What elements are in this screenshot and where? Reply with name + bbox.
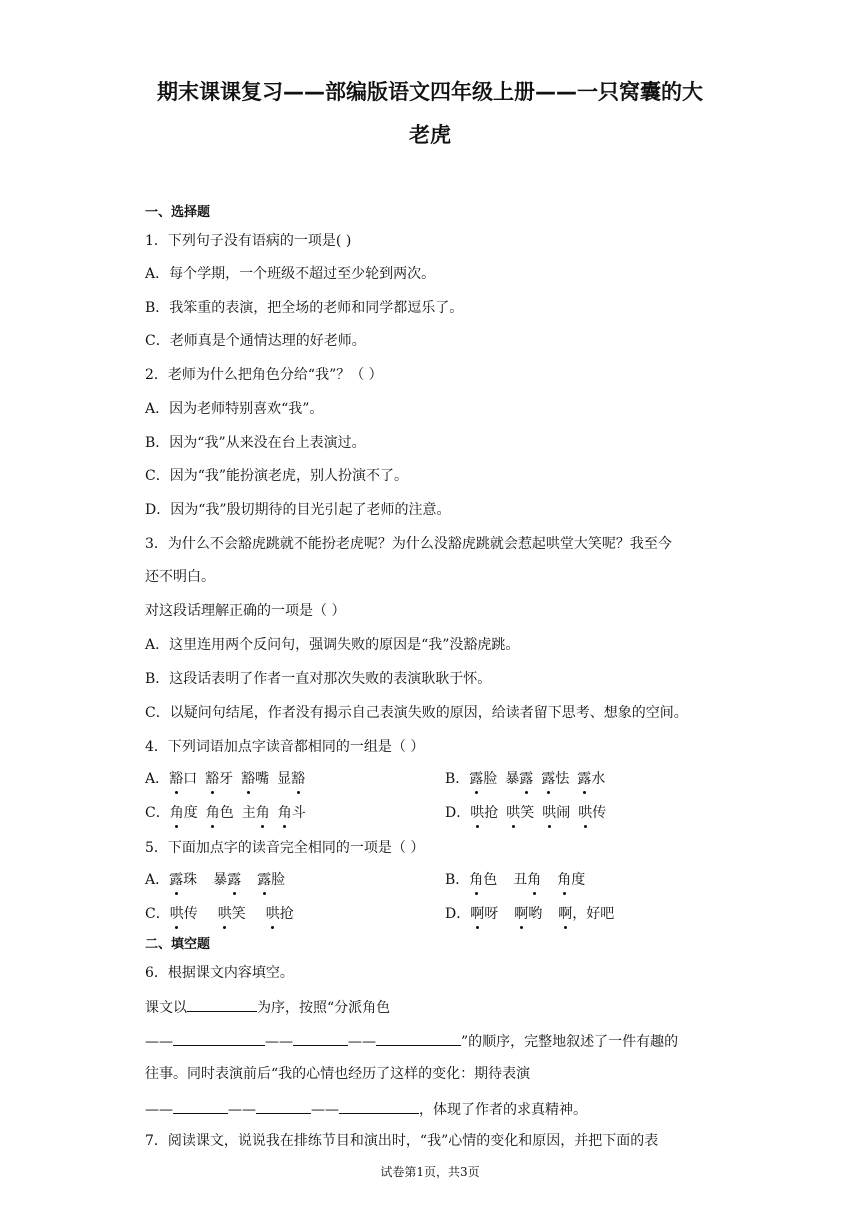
option-word [470,805,498,821]
option-word [242,805,270,821]
question-3-option-c: C．以疑问句结尾，作者没有揭示自己表演失败的原因，给读者留下思考、想象的空间。 [145,705,688,721]
option-word [241,771,269,787]
option-word [469,771,497,787]
word-part: 抢 [484,805,499,821]
option-word [513,872,541,888]
question-1-option-a: A．每个学期，一个班级不超过至少轮到两次。 [145,266,436,282]
word-part: 怯 [555,771,570,787]
word-part: 传 [183,906,198,922]
question-5-option-c [145,904,294,924]
question-2-option-a: A．因为老师特别喜欢“我”。 [145,401,324,417]
option-word [469,872,497,888]
option-word [277,771,305,787]
option-label: C． [145,906,170,922]
answer-blank[interactable] [173,1030,265,1046]
dash: —— [311,1102,339,1118]
word-part: 笑 [520,805,535,821]
option-word [505,771,533,787]
option-word [266,906,294,922]
word-part: 呀 [484,906,499,922]
word-part: 嘴 [255,771,270,787]
question-5-option-d [445,904,614,924]
word-part: 色 [219,805,234,821]
emphasis-char: 露 [577,771,592,787]
question-2-option-c: C．因为“我”能扮演老虎，别人扮演不了。 [145,468,409,484]
question-4-option-b [445,769,605,789]
page-title-line1: 期末课课复习——部编版语文四年级上册——一只窝囊的大 [157,80,703,104]
option-word [169,771,197,787]
question-6-stem: 6．根据课文内容填空。 [145,965,294,981]
question-6-line1 [145,996,390,1018]
option-word [558,906,614,922]
emphasis-char: 角 [255,805,270,821]
question-4-option-c [145,803,306,823]
answer-blank[interactable] [187,996,257,1012]
emphasis-char: 啊 [514,906,529,922]
question-6-text-order: 为序，按照“分派角色 [257,1000,391,1016]
word-part: 脸 [483,771,498,787]
option-word [578,805,606,821]
option-label: B． [445,771,470,787]
emphasis-char: 露 [227,872,242,888]
option-word [169,872,197,888]
question-5-option-b [445,870,585,890]
emphasis-char: 角 [527,872,542,888]
word-part: 丑 [513,872,528,888]
emphasis-char: 哄 [470,805,485,821]
option-label: A． [145,771,170,787]
option-word [218,906,246,922]
word-part: 显 [277,771,292,787]
word-part: 闹 [556,805,571,821]
emphasis-char: 啊 [558,906,573,922]
option-label: A． [145,872,170,888]
emphasis-char: 角 [169,805,184,821]
question-4-option-a [145,769,305,789]
emphasis-char: 露 [519,771,534,787]
option-word [206,805,234,821]
dash: —— [265,1034,293,1050]
emphasis-char: 角 [205,805,220,821]
option-word [278,805,306,821]
question-7-stem: 7．阅读课文，说说我在排练节目和演出时，“我”心情的变化和原因，并把下面的表 [145,1133,659,1149]
answer-blank[interactable] [376,1030,461,1046]
option-label: D． [445,805,471,821]
emphasis-char: 哄 [169,906,184,922]
word-part: 暴 [505,771,520,787]
emphasis-char: 角 [277,805,292,821]
dash: —— [145,1102,173,1118]
question-2-option-d: D．因为“我”殷切期待的目光引起了老师的注意。 [145,502,451,518]
emphasis-char: 豁 [291,771,306,787]
question-2-stem: 2．老师为什么把角色分给“我”？（ ） [145,367,383,383]
question-3-stem-line1: 3．为什么不会豁虎跳就不能扮老虎呢？为什么没豁虎跳就会惹起哄堂大笑呢？我至今 [145,536,672,552]
question-3-option-b: B．这段话表明了作者一直对那次失败的表演耿耿于怀。 [145,671,492,687]
question-1-option-c: C．老师真是个通情达理的好老师。 [145,333,366,349]
word-part: 主 [241,805,256,821]
page-title-line2: 老虎 [409,123,451,147]
emphasis-char: 哄 [506,805,521,821]
emphasis-char: 啊 [470,906,485,922]
answer-blank[interactable] [293,1030,348,1046]
emphasis-char: 豁 [241,771,256,787]
word-part: 度 [183,805,198,821]
emphasis-char: 露 [541,771,556,787]
emphasis-char: 哄 [217,906,232,922]
question-6-line4 [145,1098,587,1120]
question-6-text-lead: 课文以 [145,1000,187,1016]
word-part: ，好吧 [572,906,615,922]
question-6-line3: 往事。同时表演前后“我的心情也经历了这样的变化：期待表演 [145,1066,531,1082]
word-part: 水 [591,771,606,787]
word-part: 斗 [291,805,306,821]
word-part: 传 [592,805,607,821]
option-word [557,872,585,888]
word-part: 哟 [528,906,543,922]
option-word [170,805,198,821]
emphasis-char: 角 [469,872,484,888]
answer-blank[interactable] [256,1098,311,1114]
question-3-sub: 对这段话理解正确的一项是（ ） [145,603,346,619]
question-3-stem-line2: 还不明白。 [145,569,215,585]
question-5-stem: 5．下面加点字的读音完全相同的一项是（ ） [145,840,425,856]
word-part: 度 [571,872,586,888]
option-word [170,906,198,922]
emphasis-char: 哄 [542,805,557,821]
option-label: D． [445,906,471,922]
question-6-line2 [145,1030,678,1052]
word-part: 珠 [183,872,198,888]
question-3-option-a: A．这里连用两个反问句，强调失败的原因是“我”没豁虎跳。 [145,637,520,653]
question-1-option-b: B．我笨重的表演，把全场的老师和同学都逗乐了。 [145,300,464,316]
option-word [470,906,498,922]
option-word [514,906,542,922]
emphasis-char: 露 [257,872,272,888]
dash: —— [348,1034,376,1050]
question-4-option-d [445,803,606,823]
word-part: 笑 [231,906,246,922]
option-word [213,872,241,888]
option-word [506,805,534,821]
option-word [577,771,605,787]
question-1-stem: 1．下列句子没有语病的一项是( ) [145,233,352,249]
option-word [205,771,233,787]
emphasis-char: 露 [169,872,184,888]
answer-blank[interactable] [173,1098,228,1114]
question-4-stem: 4．下列词语加点字读音都相同的一组是（ ） [145,739,425,755]
emphasis-char: 豁 [205,771,220,787]
question-5-option-a [145,870,285,890]
dash: —— [145,1034,173,1050]
answer-blank[interactable] [339,1098,419,1114]
option-label: B． [445,872,470,888]
question-6-text-end: ，体现了作者的求真精神。 [419,1102,587,1118]
word-part: 口 [183,771,198,787]
section-heading-fill: 二、填空题 [145,937,211,952]
option-label: C． [145,805,170,821]
option-word [541,771,569,787]
dash: —— [228,1102,256,1118]
word-part: 牙 [219,771,234,787]
section-heading-choice: 一、选择题 [145,205,211,220]
question-2-option-b: B．因为“我”从来没在台上表演过。 [145,435,366,451]
page-footer: 试卷第1页，共3页 [380,1165,480,1179]
emphasis-char: 哄 [265,906,280,922]
word-part: 抢 [279,906,294,922]
option-word [257,872,285,888]
question-6-text-sequence: ”的顺序，完整地叙述了一件有趣的 [461,1034,679,1050]
word-part: 脸 [271,872,286,888]
option-word [542,805,570,821]
emphasis-char: 露 [469,771,484,787]
emphasis-char: 哄 [578,805,593,821]
word-part: 色 [483,872,498,888]
emphasis-char: 豁 [169,771,184,787]
word-part: 暴 [213,872,228,888]
emphasis-char: 角 [557,872,572,888]
